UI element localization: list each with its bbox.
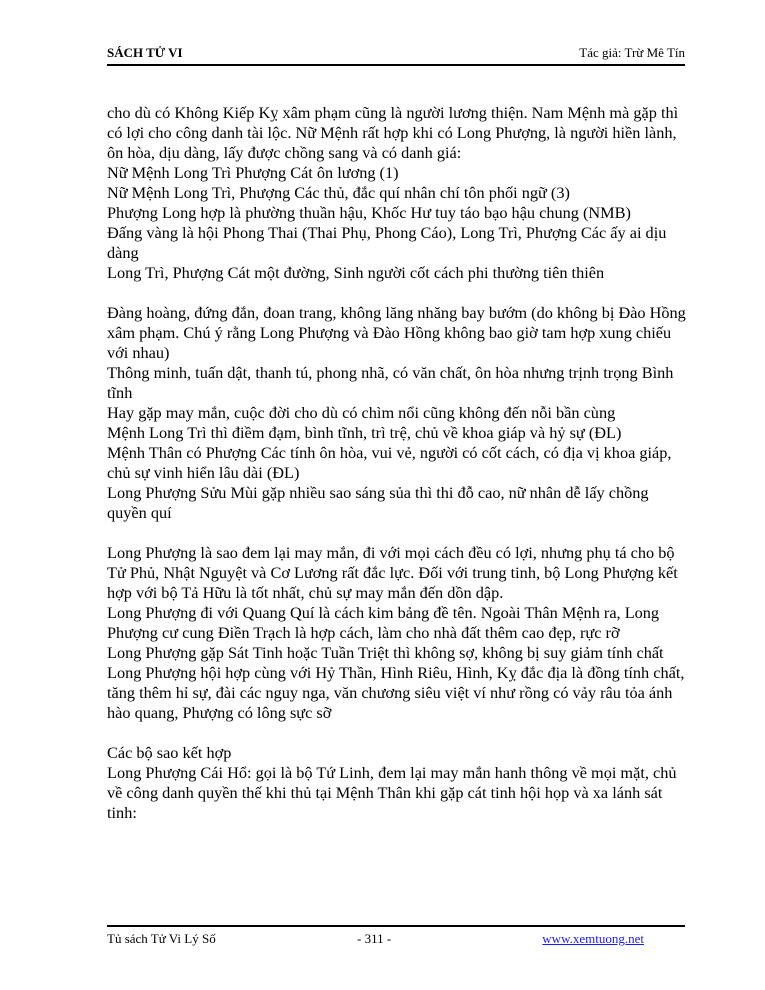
section-heading: Các bộ sao kết hợp <box>107 743 232 762</box>
paragraph: Đấng vàng là hội Phong Thai (Thai Phụ, Phong Cáo), Long Trì, Phượng Các ấy ai dịu dàng <box>107 223 667 262</box>
page-footer <box>107 925 685 949</box>
paragraph: Long Phượng gặp Sát Tinh hoặc Tuần Triệt thì không sợ, không bị suy giảm tính chất <box>107 643 664 662</box>
page-body <box>107 103 687 823</box>
footer-series: Tủ sách Tử Vi Lý Số <box>107 931 216 946</box>
page-header <box>107 42 685 66</box>
paragraph: Long Phượng đi với Quang Quí là cách kim bảng đề tên. Ngoài Thân Mệnh ra, Long Phượng cư cung Điền Trạch là hợp cách, làm cho nhà đất thêm cao đẹp, rực rỡ <box>107 603 660 642</box>
author-label: Tác giả: Trừ Mê Tín <box>579 45 685 60</box>
paragraph: Long Trì, Phượng Cát một đường, Sinh người cốt cách phi thường tiên thiên <box>107 263 605 282</box>
paragraph: Mệnh Thân có Phượng Các tính ôn hòa, vui vẻ, người có cốt cách, có địa vị khoa giáp, chủ sự vinh hiển lâu dài (ĐL) <box>107 443 672 482</box>
paragraph: cho dù có Không Kiếp Kỵ xâm phạm cũng là người lương thiện. Nam Mệnh mà gặp thì có lợi cho công danh tài lộc. Nữ Mệnh rất hợp khi có Long Phượng, là người hiền lành, ôn hòa, dịu dàng, lấy được chồng sang và có danh giá: <box>107 103 679 162</box>
blank-line <box>107 523 687 543</box>
blank-line <box>107 723 687 743</box>
paragraph: Mệnh Long Trì thì điềm đạm, bình tĩnh, trì trệ, chủ về khoa giáp và hỷ sự (ĐL) <box>107 423 622 442</box>
paragraph: Đàng hoàng, đứng đắn, đoan trang, không lăng nhăng bay bướm (do không bị Đào Hồng xâm phạm. Chú ý rằng Long Phượng và Đào Hồng không bao giờ tam hợp xung chiếu với nhau) <box>107 303 686 362</box>
paragraph: Nữ Mệnh Long Trì Phượng Cát ôn lương (1) <box>107 163 399 182</box>
paragraph: Nữ Mệnh Long Trì, Phượng Các thủ, đắc quí nhân chí tôn phối ngữ (3) <box>107 183 570 202</box>
paragraph: Phượng Long hợp là phường thuần hậu, Khốc Hư tuy táo bạo hậu chung (NMB) <box>107 203 631 222</box>
book-title: SÁCH TỬ VI <box>107 45 183 60</box>
page-number: - 311 - <box>357 931 392 946</box>
paragraph: Thông minh, tuấn dật, thanh tú, phong nhã, có văn chất, ôn hòa nhưng trịnh trọng Bình tĩnh <box>107 363 674 402</box>
paragraph: Long Phượng là sao đem lại may mắn, đi với mọi cách đều có lợi, nhưng phụ tá cho bộ Tử Phủ, Nhật Nguyệt và Cơ Lương rất đắc lực. Đối với trung tinh, bộ Long Phượng kết hợp với bộ Tả Hữu là tốt nhất, chủ sự may mắn đến dồn dập. <box>107 543 678 602</box>
blank-line <box>107 283 687 303</box>
paragraph: Long Phượng Cái Hổ: gọi là bộ Tứ Linh, đem lại may mắn hanh thông về mọi mặt, chủ về công danh quyền thế khi thủ tại Mệnh Thân khi gặp cát tinh hội họp và xa lánh sát tinh: <box>107 763 677 822</box>
paragraph: Long Phượng hội hợp cùng với Hỷ Thần, Hình Riêu, Hình, Kỵ đắc địa là đồng tính chất, tăng thêm hỉ sự, đài các nguy nga, văn chương siêu việt ví như rồng có vảy râu tỏa ánh hào quang, Phượng có lông sực sỡ <box>107 663 685 722</box>
website-link[interactable]: www.xemtuong.net <box>542 931 644 946</box>
paragraph: Long Phượng Sửu Mùi gặp nhiều sao sáng sủa thì thi đỗ cao, nữ nhân dễ lấy chồng quyền quí <box>107 483 649 522</box>
paragraph: Hay gặp may mắn, cuộc đời cho dù có chìm nổi cũng không đến nỗi bần cùng <box>107 403 616 422</box>
